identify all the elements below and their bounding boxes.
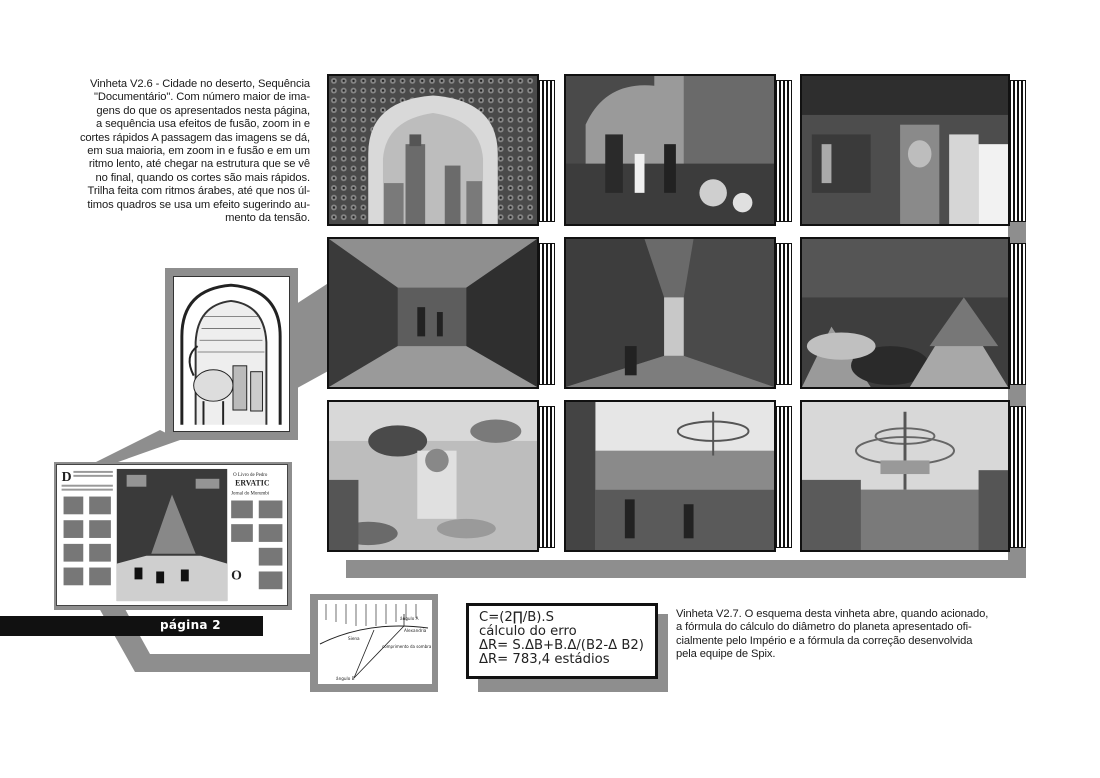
caption-line: cortes rápidos A passagem das imagens se dá, [79, 131, 310, 144]
market-image [566, 76, 774, 224]
frame-stack-7 [539, 406, 557, 548]
page-label-bar [0, 616, 263, 636]
city-structure-image [802, 402, 1008, 550]
drop-cap-2: O [231, 567, 242, 583]
storyboard-frame-2[interactable] [564, 74, 776, 226]
frame-stack-1 [539, 80, 557, 222]
formula-line-1: C=(2∏/B).S [479, 610, 554, 625]
caption-line: em sua maioria, em zoom in e fusão e em um [87, 145, 310, 158]
caption-line: mento da tensão. [225, 212, 310, 225]
caption-v2-7 [676, 608, 1016, 662]
eratosthenes-diagram[interactable] [310, 594, 438, 692]
camels-image [329, 402, 537, 550]
thumb-title-3: Jornal do Morumbi [231, 491, 270, 497]
frame-stack-4 [539, 243, 557, 385]
storyboard-frame-1[interactable] [327, 74, 539, 226]
label-shadow: comprimento da sombra [382, 644, 432, 649]
page-layout-illustration [57, 465, 287, 605]
arch-image [329, 76, 537, 224]
caption-line: ritmo lento, até chegar na estrutura que se vê [88, 158, 310, 171]
alley-image [329, 239, 537, 387]
caption-line: timos quadros se usa um efeito sugerindo au- [87, 198, 310, 211]
storyboard-frame-9[interactable] [800, 400, 1010, 552]
caption-line: a sequência usa efeitos de fusão, zoom in e [96, 118, 310, 131]
storyboard-frame-8[interactable] [564, 400, 776, 552]
frame-stack-3 [1010, 80, 1028, 222]
storyboard-frame-3[interactable] [800, 74, 1010, 226]
frame-stack-5 [776, 243, 794, 385]
frame-stack-6 [1010, 243, 1028, 385]
thumb-title-1: O Livro de Pedro [233, 472, 268, 478]
thumb-title-2: ERVATIC [235, 478, 270, 488]
caption-line: no final, quando os cortes são mais rápidos. [95, 171, 310, 184]
illustration-thumbnail[interactable] [165, 268, 298, 440]
caption-line: pela equipe de Spix. [676, 648, 776, 661]
label-angle-a: ângulo A [400, 616, 419, 621]
arch-illustration [174, 277, 289, 431]
storyboard-frame-4[interactable] [327, 237, 539, 389]
formula-line-2: cálculo do erro [479, 624, 577, 639]
spices-image [802, 239, 1008, 387]
caption-line: Vinheta V2.6 - Cidade no deserto, Sequência [89, 78, 310, 90]
caption-line: Vinheta V2.7. O esquema desta vinheta abre, quando acionado, [676, 608, 989, 620]
caption-line: gens do que os apresentados nesta página, [96, 104, 310, 117]
page-2-thumbnail[interactable] [54, 462, 292, 610]
caption-line: "Documentário". Com número maior de ima- [94, 91, 310, 104]
label-alexandria: Alexandria [404, 628, 427, 633]
storyboard-frame-6[interactable] [800, 237, 1010, 389]
storyboard-frame-7[interactable] [327, 400, 539, 552]
label-siena: Siena [348, 636, 360, 641]
diagram-drawing [318, 600, 432, 684]
caption-line: cialmente pelo Império e a fórmula da correção desenvolvida [676, 634, 973, 647]
caption-line: a fórmula do cálculo do diâmetro do planeta apresentado ofi- [676, 621, 972, 634]
crowd-image [802, 76, 1008, 224]
square-image [566, 402, 774, 550]
formula-line-3: ΔR= S.ΔB+B.Δ/(B2-Δ B2) [479, 638, 644, 653]
page-label: página 2 [160, 618, 221, 632]
storyboard-frame-5[interactable] [564, 237, 776, 389]
formula-line-4: ΔR= 783,4 estádios [479, 652, 610, 667]
frame-stack-9 [1010, 406, 1028, 548]
frame-stack-8 [776, 406, 794, 548]
street-image [566, 239, 774, 387]
label-angle-b: ângulo B [336, 676, 355, 681]
drop-cap: D [61, 468, 72, 484]
formula-box[interactable] [466, 603, 658, 679]
frame-stack-2 [776, 80, 794, 222]
caption-line: Trilha feita com ritmos árabes, até que nos úl- [87, 185, 310, 198]
